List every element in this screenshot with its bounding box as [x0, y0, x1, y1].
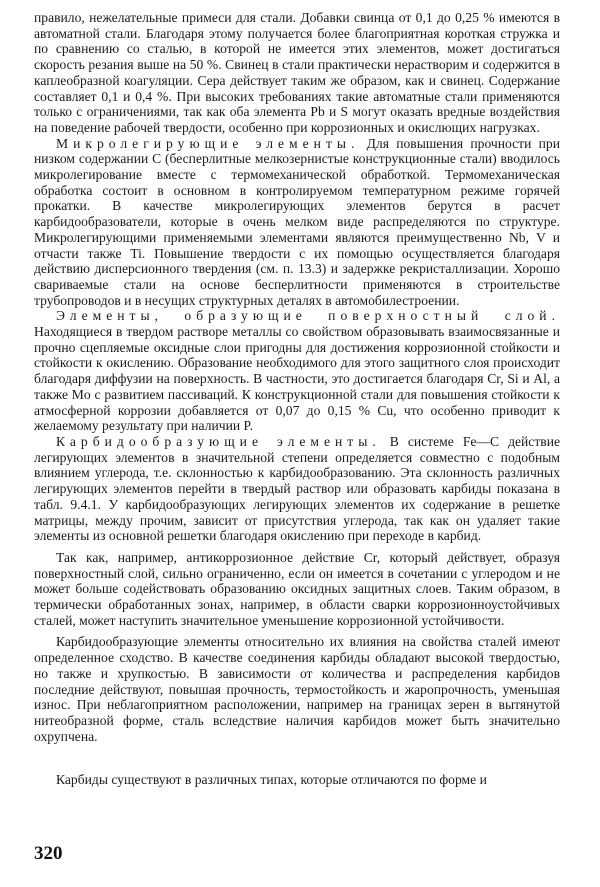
paragraph-microalloying: [34, 136, 560, 309]
paragraph-carbide-properties: [34, 634, 560, 744]
paragraph-text: Для повышения прочности при низком содержании С (бесперлитные мелкозернистые конструкционные стали) вводилось микролегирование вместе с термомеханической обработкой. Термомеханическая обработка состоит в основном в контролируемом температурном режиме горячей прокатки. В качестве микролегирующих элементов берутся в расчет карбидообразователи, которые в очень мелком виде распределяются по структуре. Микролегирующими применяемыми элементами являются преимущественно Nb, V и отчасти также Ti. Повышение твердости с их помощью осуществляется благодаря действию дисперсионного твердения (см. п. 13.3) и задержке рекристаллизации. Хорошо свариваемые стали на основе бесперлитности применяются в строительстве трубопроводов и в несущих структурных деталях в автомобилестроении.: [34, 135, 560, 308]
paragraph-text: Так как, например, антикоррозионное действие Cr, который действует, образуя поверхностный слой, сильно ограниченно, если он имеется в сочетании с углеродом и не может больше содействовать образованию оксидных защитных слоев. Таким образом, в термически обработанных зонах, например, в области сварки коррозионноустойчивых сталей, может наступить значительное уменьшение коррозионной устойчивости.: [34, 549, 560, 628]
section-heading-surface-layer: Элементы, образующие поверхностный слой.: [56, 308, 560, 324]
page-number: 320: [34, 843, 63, 864]
paragraph-surface-layer: [34, 308, 560, 434]
paragraph-text: Карбиды существуют в различных типах, которые отличаются по форме и: [56, 772, 487, 788]
paragraph-lead-impurities: [34, 10, 560, 136]
paragraph-text: Карбидообразующие элементы относительно их влияния на свойства сталей имеют определенное сходство. В качестве соединения карбиды обладают высокой твердостью, но также и хрупкостью. В зависимости от количества и распределения карбидов последние действуют, повышая прочность, термостойкость и жаропрочность, уменьшая износ. При неблагоприятном расположении, например на границах зерен в вытянутой нитеобразной форме, сталь вследствие наличия карбидов может быть значительно охрупчена.: [34, 634, 560, 744]
paragraph-chromium-effect: [34, 550, 560, 629]
section-heading-microalloying: Микролегирующие элементы.: [56, 135, 360, 151]
section-heading-carbide-forming: Карбидообразующие элементы.: [56, 433, 381, 449]
paragraph-carbide-forming: [34, 434, 560, 544]
paragraph-carbide-types: [34, 772, 560, 788]
paragraph-text: Находящиеся в твердом растворе металлы со свойством образовывать взаимосвязанные и прочно сцепляемые оксидные слои пригодны для достижения коррозионной стойкости и стойкости к окислению. Образование необходимого для этого защитного слоя происходит благодаря диффузии на поверхность. В частности, это достигается благодаря Cr, Si и Al, а также Mo с развитием пассиваций. К конструкционной стали для повышения стойкости к атмосферной коррозии добавляется от 0,07 до 0,15 % Cu, что особенно приводит к желаемому результату при наличии P.: [34, 324, 560, 434]
page-body: [34, 10, 560, 788]
paragraph-text: правило, нежелательные примеси для стали. Добавки свинца от 0,1 до 0,25 % имеются в автоматной стали. Благодаря этому получается более благоприятная короткая стружка и по сравнению со сталью, в которой не имеется этих элементов, может достигаться скорость резания выше на 50 %. Свинец в стали практически нерастворим и содержится в каплеобразной коагуляции. Сера действует таким же образом, как и свинец. Содержание составляет 0,1 и 0,4 %. При высоких требованиях такие автоматные стали применяются только с ограничениями, так как оба элемента Pb и S могут оказать вредные воздействия на поведение рабочей твердости, особенно при коррозионных и окислющих нагрузках.: [34, 10, 560, 135]
paragraph-text: В системе Fe—C действие легирующих элементов в значительной степени определяется совместно с подобным влиянием углерода, т.е. склонностью к карбидообразованию. Эта склонность различных легирующих элементов перейти в твердый раствор или образовать карбиды показана в табл. 9.4.1. У карбидообразующих легирующих элементов их содержание в решетке матрицы, между прочим, зависит от присутствия углерода, так как он удаляет такие элементы из основной решетки благодаря окислению при переходе в карбид.: [34, 433, 560, 544]
